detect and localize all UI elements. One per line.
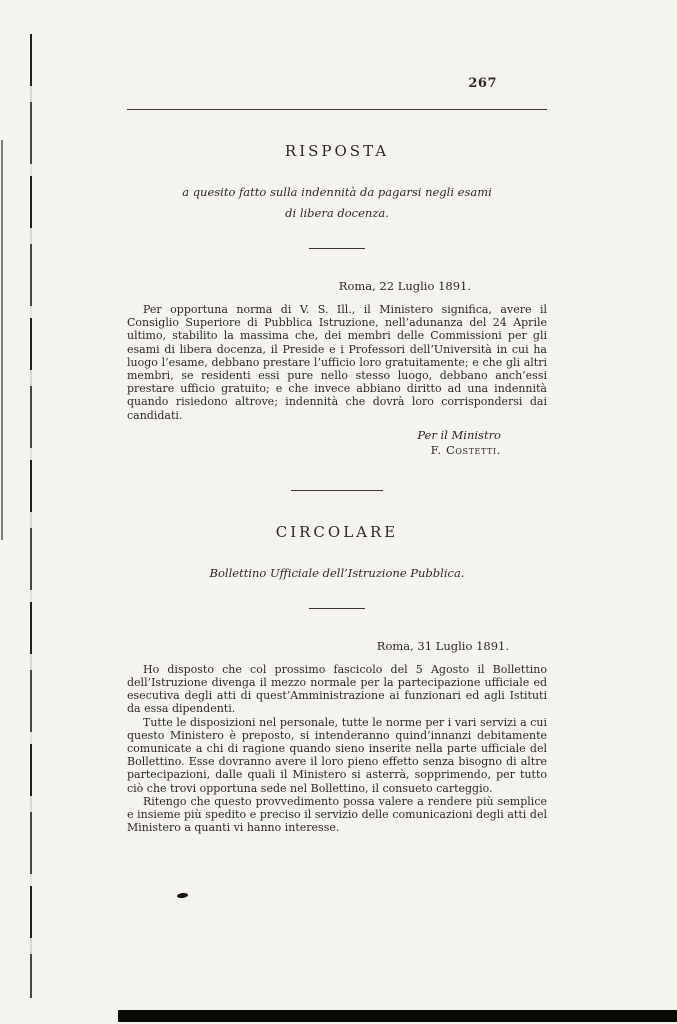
risposta-subtitle	[127, 182, 547, 224]
circolare-paragraph-3: Ritengo che questo provvedimento possa valere a rendere più semplice e insieme più spedito e preciso il servizio delle comunicazioni degli atti del Ministero a quanti vi hanno interesse.	[127, 794, 547, 835]
scan-artifact-left-scratch	[30, 34, 32, 998]
circolare-title: CIRCOLARE	[275, 522, 399, 541]
section-risposta	[127, 142, 547, 458]
signature-name: F. Costetti.	[430, 442, 501, 457]
risposta-title: RISPOSTA	[284, 142, 390, 160]
risposta-subtitle-line-2: di libera docenza.	[285, 206, 389, 220]
section-divider-rule	[291, 490, 383, 491]
risposta-dateline: Roma, 22 Luglio 1891.	[338, 279, 471, 293]
risposta-signature	[127, 428, 547, 458]
header-rule	[127, 109, 547, 110]
risposta-subtitle-line-1: a quesito fatto sulla indennità da pagarsi negli esami	[182, 185, 492, 199]
circolare-subtitle-rule	[309, 608, 365, 609]
scan-artifact-ink-blot	[177, 892, 189, 898]
circolare-dateline: Roma, 31 Luglio 1891.	[376, 638, 509, 653]
page-number: 267	[468, 76, 497, 91]
signature-role: Per il Ministro	[417, 427, 501, 442]
risposta-subtitle-rule	[309, 248, 365, 249]
scan-artifact-far-left-line	[1, 140, 3, 540]
risposta-body-paragraph: Per opportuna norma di V. S. Ill., il Ministero significa, avere il Consiglio Superiore di Pubblica Istruzione, nell’adunanza del 24 Aprile ultimo, stabilito la massima che, dei membri delle Commissioni per gli esami di libera docenza, il Preside e i Professori dell’Università in cui ha luogo l’esame, debbano prestare l’ufficio loro gratuitamente; e che gli altri membri, se residenti essi pure nello stesso luogo, debbano anch’essi prestare ufficio gratuito; e che invece abbiano diritto ad una indennità quando risiedono altrove; indennità che dovrà loro corrispondersi dai candidati.	[127, 303, 547, 422]
scan-artifact-bottom-bar	[118, 1010, 677, 1022]
circolare-paragraph-2: Tutte le disposizioni nel personale, tutte le norme per i vari servizi a cui questo Ministero è preposto, si intenderanno quind’innanzi debitamente comunicate a chi di ragione quando sieno inserite nella parte ufficiale del Bollettino. Esse dovranno avere il loro pieno effetto senza bisogno di altre partecipazioni, dalle quali il Ministero si asterrà, sopprimendo, per tutto ciò che trovi opportuna sede nel Bollettino, il consueto carteggio.	[127, 715, 547, 795]
section-circolare	[127, 523, 547, 835]
document-content-column	[127, 76, 547, 834]
circolare-subtitle: Bollettino Ufficiale dell’Istruzione Pubblica.	[209, 565, 465, 580]
circolare-paragraph-1: Ho disposto che col prossimo fascicolo del 5 Agosto il Bollettino dell’Istruzione divenga il mezzo normale per la partecipazione ufficiale ed esecutiva degli atti di quest’Amministrazione ai funzionari ed agli Istituti da essa dipendenti.	[127, 662, 547, 716]
